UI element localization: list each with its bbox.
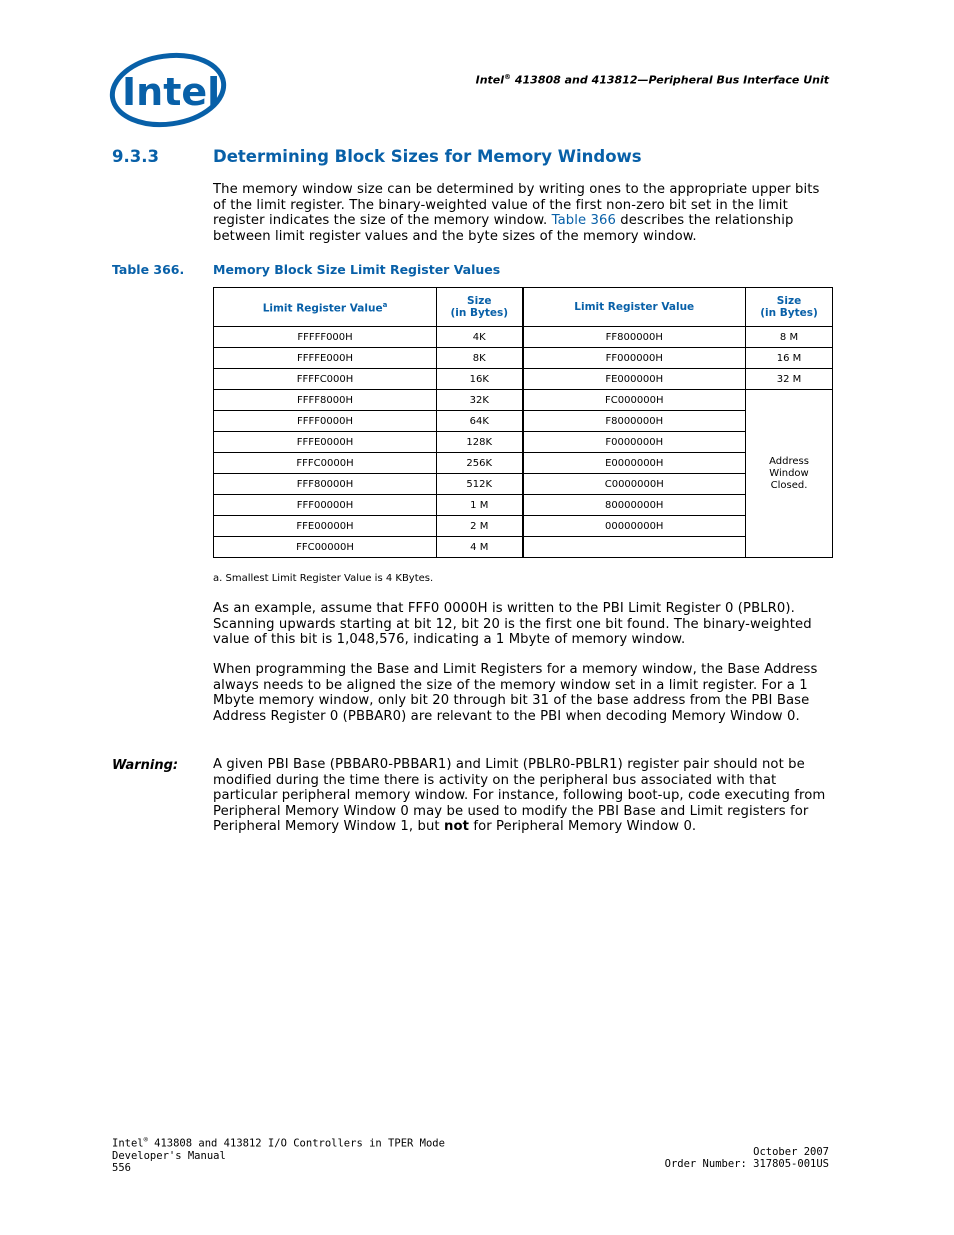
limit-value-cell: 80000000H	[523, 495, 746, 516]
table-row	[214, 453, 833, 474]
header-limit-value-left: Limit Register Value$^a$	[214, 288, 437, 327]
limit-value-cell: F8000000H	[523, 411, 746, 432]
limit-value-cell: FFF00000H	[214, 495, 437, 516]
intro-paragraph: The memory window size can be determined by writing ones to the appropriate upper bits of the limit register. The binary-weighted value of the first non-zero bit set in the limit register indicates the size of the memory window. Table 366 describes the relationship between limit register values and the byte sizes of the memory window.	[213, 182, 820, 244]
header-size-left: Size (in Bytes)	[437, 288, 523, 327]
table-row	[214, 516, 833, 537]
table-row	[214, 495, 833, 516]
size-cell: 8 M	[746, 327, 833, 348]
size-cell: 16K	[437, 369, 523, 390]
running-header: Intel® 413808 and 413812—Peripheral Bus Interface Unit	[475, 73, 829, 87]
header-limit-value-right: Limit Register Value	[523, 288, 746, 327]
section-number: 9.3.3	[112, 147, 159, 166]
size-cell: 1 M	[437, 495, 523, 516]
limit-value-cell: C0000000H	[523, 474, 746, 495]
limit-value-cell: F0000000H	[523, 432, 746, 453]
limit-value-cell: FFC00000H	[214, 537, 437, 558]
table-row	[214, 432, 833, 453]
limit-value-cell: FF800000H	[523, 327, 746, 348]
table-row	[214, 348, 833, 369]
limit-value-cell: 00000000H	[523, 516, 746, 537]
table-header-row	[214, 288, 833, 327]
size-cell: 64K	[437, 411, 523, 432]
size-cell: 128K	[437, 432, 523, 453]
limit-value-cell: FFFF0000H	[214, 411, 437, 432]
limit-value-cell: FFFC0000H	[214, 453, 437, 474]
table-row	[214, 537, 833, 558]
size-cell: 512K	[437, 474, 523, 495]
size-cell: 4K	[437, 327, 523, 348]
table-row	[214, 390, 833, 411]
limit-value-cell: FFF80000H	[214, 474, 437, 495]
limit-value-cell: FFE00000H	[214, 516, 437, 537]
page-number: 556	[112, 1161, 131, 1174]
footer-left: Intel® 413808 and 413812 I/O Controllers in TPER Mode Developer's Manual 556	[112, 1136, 445, 1174]
size-cell: 16 M	[746, 348, 833, 369]
table-caption-number: Table 366.	[112, 262, 185, 277]
size-cell: 256K	[437, 453, 523, 474]
intel-logo	[108, 50, 228, 130]
limit-value-cell: FFFFE000H	[214, 348, 437, 369]
size-cell: 32K	[437, 390, 523, 411]
limit-value-cell: FE000000H	[523, 369, 746, 390]
limit-value-cell: E0000000H	[523, 453, 746, 474]
table-link[interactable]: Table 366	[551, 213, 616, 228]
header-size-right: Size (in Bytes)	[746, 288, 833, 327]
table-caption-title: Memory Block Size Limit Register Values	[213, 262, 501, 277]
logo-wordmark: Intel	[122, 70, 221, 114]
example-paragraph: As an example, assume that FFF0 0000H is written to the PBI Limit Register 0 (PBLR0). Scanning upwards starting at bit 12, bit 20 is the first one bit found. The binary-weighted value of this bit is 1,048,576, indicating a 1 Mbyte of memory window.	[213, 601, 812, 647]
size-cell: 4 M	[437, 537, 523, 558]
warning-label: Warning:	[112, 758, 179, 773]
footer-right: October 2007 Order Number: 317805-001US	[664, 1146, 829, 1170]
table-row	[214, 474, 833, 495]
limit-value-cell: FC000000H	[523, 390, 746, 411]
limit-value-cell: FF000000H	[523, 348, 746, 369]
section-title: Determining Block Sizes for Memory Windows	[213, 147, 642, 166]
limit-value-cell: FFFF8000H	[214, 390, 437, 411]
limit-value-cell: FFFFC000H	[214, 369, 437, 390]
table-row	[214, 327, 833, 348]
table-row	[214, 369, 833, 390]
table-row	[214, 411, 833, 432]
warning-paragraph: A given PBI Base (PBBAR0-PBBAR1) and Limit (PBLR0-PBLR1) register pair should not be modified during the time there is activity on the peripheral bus associated with that particular peripheral memory window. For instance, following boot-up, code executing from Peripheral Memory Window 0 may be used to modify the PBI Base and Limit registers for Peripheral Memory Window 1, but not for Peripheral Memory Window 0.	[213, 757, 826, 834]
limit-value-cell	[523, 537, 746, 558]
limit-register-table	[213, 287, 833, 558]
address-window-closed-cell: Address Window Closed.	[746, 390, 833, 558]
programming-paragraph: When programming the Base and Limit Registers for a memory window, the Base Address always needs to be aligned the size of the memory window set in a limit register. For a 1 Mbyte memory window, only bit 20 through bit 31 of the base address from the PBI Base Address Register 0 (PBBAR0) are relevant to the PBI when decoding Memory Window 0.	[213, 662, 818, 724]
size-cell: 32 M	[746, 369, 833, 390]
table-footnote: a. Smallest Limit Register Value is 4 KBytes.	[213, 573, 434, 584]
size-cell: 2 M	[437, 516, 523, 537]
size-cell: 8K	[437, 348, 523, 369]
limit-value-cell: FFFE0000H	[214, 432, 437, 453]
limit-value-cell: FFFFF000H	[214, 327, 437, 348]
